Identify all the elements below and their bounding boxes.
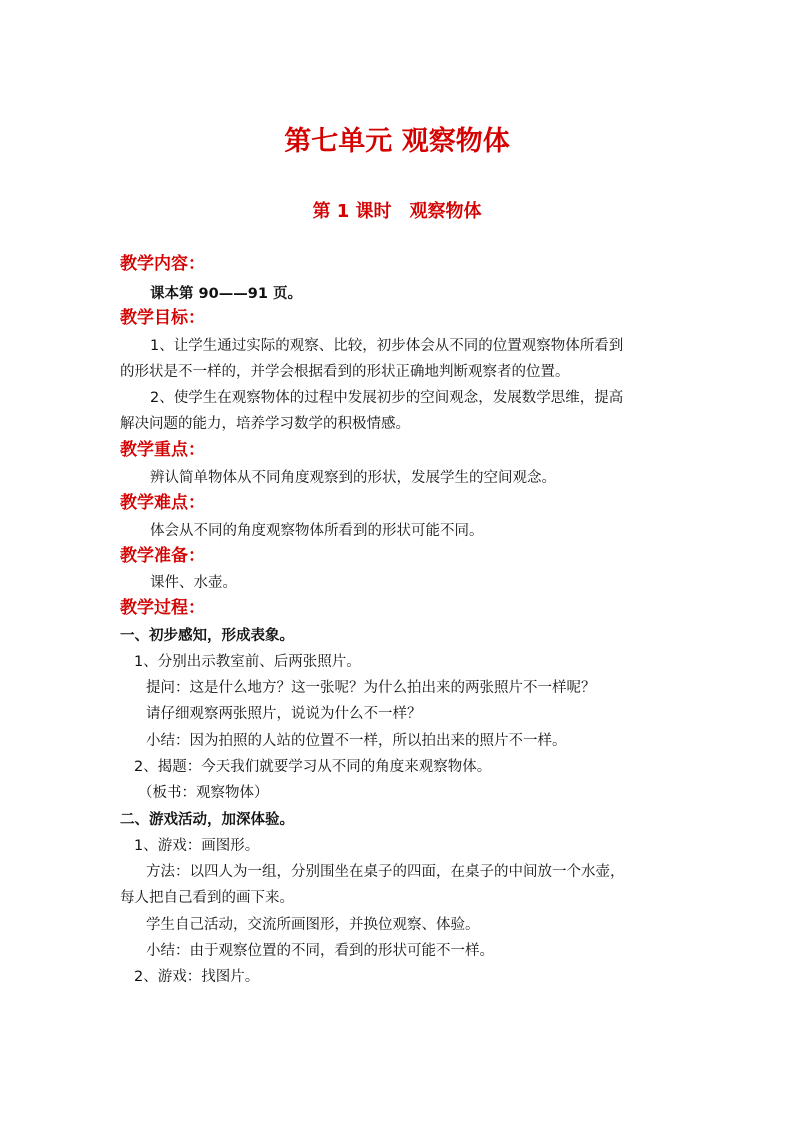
step-1-item-1: 1、分别出示教室前、后两张照片。 (134, 654, 361, 670)
unit-title: 第七单元 观察物体 (284, 126, 510, 157)
step-1-summary: 小结：因为拍照的人站的位置不一样，所以拍出来的照片不一样。 (146, 733, 567, 749)
step-2-item-2: 2、游戏：找图片。 (134, 969, 260, 985)
heading-process: 教学过程： (120, 598, 205, 618)
step-1-question-2: 请仔细观察两张照片，说说为什么不一样？ (146, 706, 422, 722)
goal-1-line-2: 的形状是不一样的，并学会根据看到的形状正确地判断观察者的位置。 (120, 364, 570, 380)
step-2-method-line-1: 方法：以四人为一组，分别围坐在桌子的四面，在桌子的中间放一个水壶， (146, 864, 625, 880)
goal-2-line-2: 解决问题的能力，培养学习数学的积极情感。 (120, 416, 410, 432)
teaching-content-text: 课本第 90——91 页。 (150, 286, 302, 302)
step-2-method-line-2: 每人把自己看到的画下来。 (120, 890, 294, 906)
step-1-board-note: （板书：观察物体） (138, 785, 269, 801)
step-1-question-1: 提问：这是什么地方？这一张呢？为什么拍出来的两张照片不一样呢？ (146, 680, 596, 696)
step-2-activity: 学生自己活动，交流所画图形，并换位观察、体验。 (146, 917, 480, 933)
heading-teaching-goals: 教学目标： (120, 308, 205, 328)
step-2-item-1: 1、游戏：画图形。 (134, 838, 260, 854)
goal-1-line-1: 1、让学生通过实际的观察、比较，初步体会从不同的位置观察物体所看到 (150, 338, 624, 354)
preparation-text: 课件、水壶。 (150, 575, 237, 591)
heading-difficulties: 教学难点： (120, 493, 205, 513)
step-2-title: 二、游戏活动，加深体验。 (120, 812, 294, 828)
goal-2-line-1: 2、使学生在观察物体的过程中发展初步的空间观念，发展数学思维，提高 (150, 390, 624, 406)
step-2-summary: 小结：由于观察位置的不同，看到的形状可能不一样。 (146, 943, 494, 959)
heading-preparation: 教学准备： (120, 546, 205, 566)
step-1-item-2: 2、揭题：今天我们就要学习从不同的角度来观察物体。 (134, 759, 492, 775)
lesson-subtitle: 第 1 课时 观察物体 (312, 201, 482, 222)
difficulties-text: 体会从不同的角度观察物体所看到的形状可能不同。 (150, 523, 484, 539)
heading-key-points: 教学重点： (120, 440, 205, 460)
step-1-title: 一、初步感知，形成表象。 (120, 628, 294, 644)
heading-teaching-content: 教学内容： (120, 254, 205, 274)
key-points-text: 辨认简单物体从不同角度观察到的形状，发展学生的空间观念。 (150, 470, 556, 486)
